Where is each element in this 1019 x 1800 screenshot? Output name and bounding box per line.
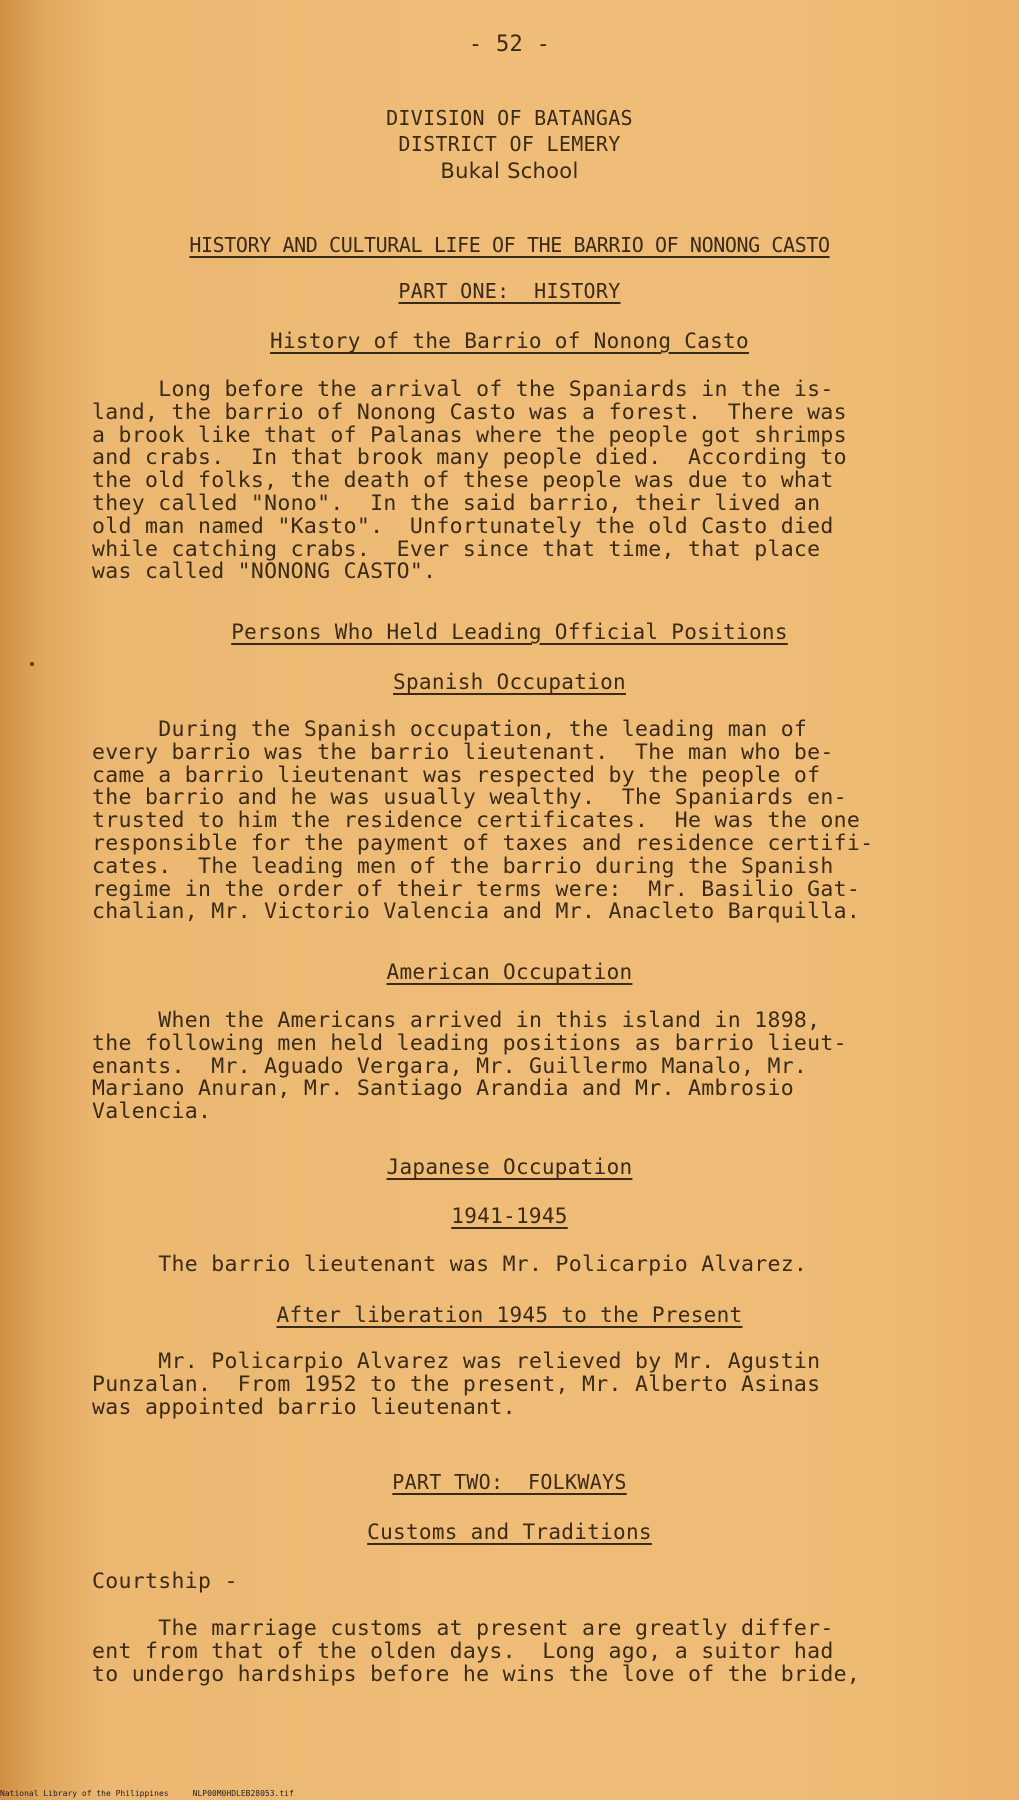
text-line: regime in the order of their terms were: Mr. Basilio Gat- bbox=[92, 876, 861, 902]
text-line: Long before the arrival of the Spaniards in the is- bbox=[92, 377, 834, 402]
text-line: ent from that of the olden days. Long ago, a suitor had bbox=[92, 1638, 834, 1664]
text-line: responsible for the payment of taxes and residence certifi- bbox=[92, 831, 874, 856]
japanese-years: 1941-1945 bbox=[451, 1204, 568, 1228]
customs-heading: Customs and Traditions bbox=[367, 1520, 652, 1544]
american-heading: American Occupation bbox=[386, 960, 633, 984]
district-heading: DISTRICT OF LEMERY bbox=[398, 132, 621, 156]
main-title: HISTORY AND CULTURAL LIFE OF THE BARRIO OF NONONG CASTO bbox=[189, 233, 830, 257]
persons-heading: Persons Who Held Leading Official Positions bbox=[231, 620, 788, 644]
text-line: a brook like that of Palanas where the people got shrimps bbox=[92, 422, 847, 448]
text-line: old man named "Kasto". Unfortunately the old Casto died bbox=[92, 513, 834, 539]
text-line: came a barrio lieutenant was respected by the people of bbox=[92, 762, 821, 788]
text-line: Mariano Anuran, Mr. Santiago Arandia and Mr. Ambrosio bbox=[92, 1076, 794, 1102]
text-line: During the Spanish occupation, the leading man of bbox=[92, 717, 808, 742]
page-number: - 52 - bbox=[468, 32, 551, 57]
footer-caption: National Library of the Philippines NLP00M0HDLEB28053.tif bbox=[0, 1789, 294, 1798]
text-line: they called "Nono". In the said barrio, their lived an bbox=[92, 491, 821, 516]
text-line: the old folks, the death of these people was due to what bbox=[92, 468, 834, 494]
text-line: cates. The leading men of the barrio during the Spanish bbox=[92, 853, 834, 879]
text-line: the barrio and he was usually wealthy. The Spaniards en- bbox=[92, 785, 847, 811]
text-line: to undergo hardships before he wins the love of the bride, bbox=[92, 1661, 861, 1687]
liberation-heading: After liberation 1945 to the Present bbox=[276, 1303, 743, 1327]
part-two-heading: PART TWO: FOLKWAYS bbox=[392, 1470, 627, 1494]
text-line: The marriage customs at present are greatly differ- bbox=[92, 1616, 834, 1641]
part-one-heading: PART ONE: HISTORY bbox=[398, 279, 621, 303]
history-heading: History of the Barrio of Nonong Casto bbox=[270, 329, 749, 353]
text-line: Valencia. bbox=[92, 1099, 212, 1125]
text-line: Mr. Policarpio Alvarez was relieved by Mr. Agustin bbox=[92, 1349, 821, 1374]
text-line: the following men held leading positions as barrio lieut- bbox=[92, 1030, 847, 1056]
text-line: When the Americans arrived in this island in 1898, bbox=[92, 1008, 821, 1033]
courtship-label: Courtship - bbox=[92, 1569, 238, 1594]
text-line: while catching crabs. Ever since that time, that place bbox=[92, 536, 821, 562]
text-line: enants. Mr. Aguado Vergara, Mr. Guillermo Manalo, Mr. bbox=[92, 1053, 808, 1079]
text-line: was appointed barrio lieutenant. bbox=[92, 1394, 516, 1420]
text-line: land, the barrio of Nonong Casto was a forest. There was bbox=[92, 399, 847, 425]
japanese-text: The barrio lieutenant was Mr. Policarpio Alvarez. bbox=[92, 1252, 808, 1277]
school-name: Bukal School bbox=[440, 159, 579, 183]
text-line: was called "NONONG CASTO". bbox=[92, 559, 437, 585]
division-heading: DIVISION OF BATANGAS bbox=[386, 106, 633, 130]
text-line: every barrio was the barrio lieutenant. The man who be- bbox=[92, 739, 834, 765]
text-line: Punzalan. From 1952 to the present, Mr. Alberto Asinas bbox=[92, 1371, 821, 1397]
spanish-heading: Spanish Occupation bbox=[393, 670, 626, 694]
japanese-heading: Japanese Occupation bbox=[386, 1155, 633, 1179]
text-line: trusted to him the residence certificates. He was the one bbox=[92, 808, 861, 834]
text-line: chalian, Mr. Victorio Valencia and Mr. Anacleto Barquilla. bbox=[92, 899, 861, 925]
ink-spot bbox=[30, 662, 34, 666]
text-line: and crabs. In that brook many people died. According to bbox=[92, 445, 847, 471]
